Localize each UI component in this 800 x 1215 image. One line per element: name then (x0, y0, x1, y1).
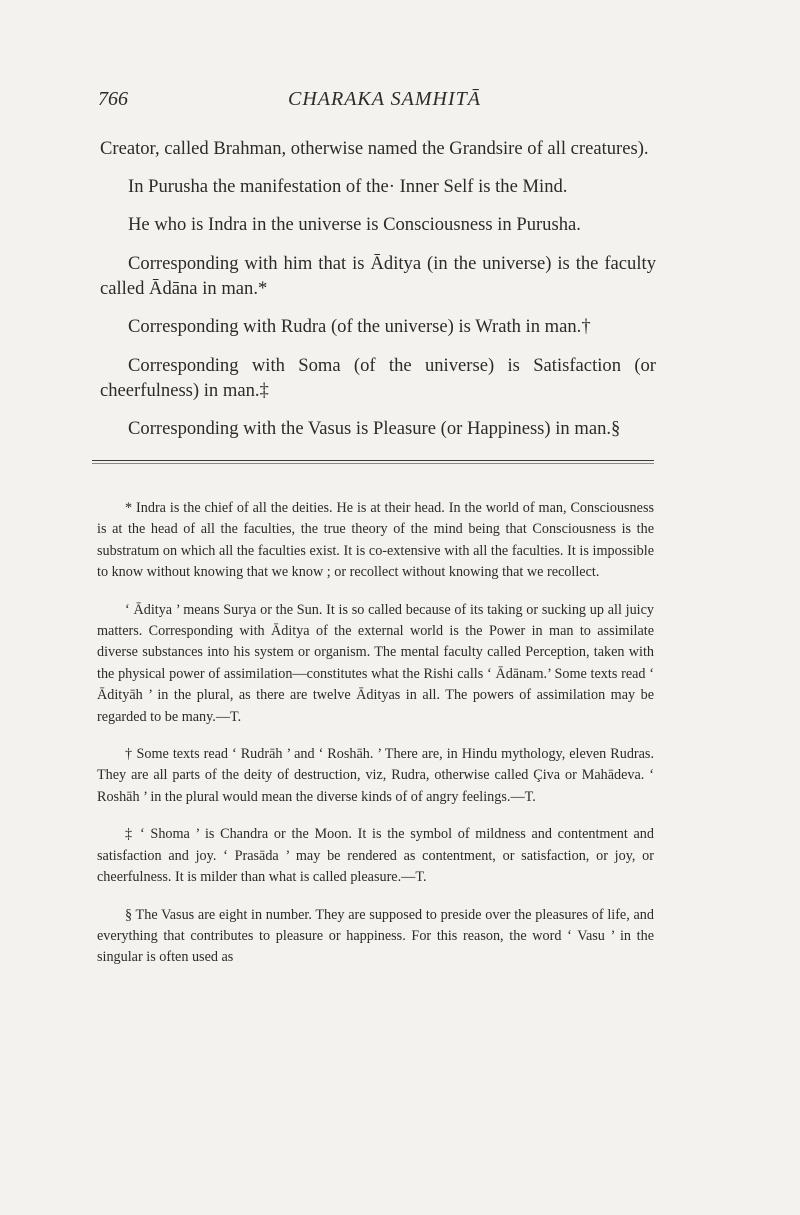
footnote-divider-thin (92, 463, 654, 464)
main-paragraph: Corresponding with Soma (of the universe) is Satisfaction (or cheerfulness) in man.‡ (100, 354, 656, 402)
footnote-aditya: ‘ Āditya ’ means Surya or the Sun. It is so called because of its taking or sucking up all juicy matters. Corresponding with Āditya of the external world is the Power in man to assimilate diverse substances into his system or organism. The mental faculty called Perception, taken with the physical power of assimilation—constitutes what the Rishi calls ‘ Ādānam.’ Some texts read ‘ Ādityāh ’ in the plural, as there are twelve Ādityas in all. The powers of assimilation may be regarded to be many.—T. (97, 601, 654, 725)
footnote-divider (92, 460, 654, 461)
page-header (98, 88, 658, 114)
main-paragraph: Corresponding with him that is Āditya (in the universe) is the faculty called Ādāna in man.* (100, 252, 656, 300)
main-paragraph: Corresponding with Rudra (of the universe) is Wrath in man.† (128, 316, 591, 338)
footnote-vasus: § The Vasus are eight in number. They are supposed to preside over the pleasures of life, and everything that contributes to pleasure or happiness. For this reason, the word ‘ Vasu ’ in the singular is often used as (97, 906, 654, 966)
running-title: CHARAKA SAMHITĀ (288, 88, 481, 110)
main-paragraph: Corresponding with the Vasus is Pleasure (or Happiness) in man.§ (128, 418, 621, 440)
footnote-indra: * Indra is the chief of all the deities. He is at their head. In the world of man, Consciousness is at the head of all the faculties, the true theory of the mind being that Consciousness is the substratum on which all the faculties exist. It is co-extensive with all the faculties. It is impossible to know without knowing that we know ; or recollect without knowing that we recollect. (97, 500, 654, 581)
main-text (100, 136, 656, 455)
main-paragraph: In Purusha the manifestation of the· Inner Self is the Mind. (128, 176, 568, 198)
main-paragraph: Creator, called Brahman, otherwise named the Grandsire of all creatures). (100, 138, 649, 159)
footnotes (97, 498, 654, 985)
page-number: 766 (98, 88, 128, 110)
footnote-soma: ‡ ‘ Shoma ’ is Chandra or the Moon. It is the symbol of mildness and contentment and satisfaction and joy. ‘ Prasāda ’ may be rendered as contentment, or satisfaction, or joy, or cheerfulness. It is milder than what is called pleasure.—T. (97, 826, 654, 886)
main-paragraph: He who is Indra in the universe is Consciousness in Purusha. (128, 214, 581, 236)
footnote-rudra: † Some texts read ‘ Rudrāh ’ and ‘ Roshāh. ’ There are, in Hindu mythology, eleven Rudras. They are all parts of the deity of destruction, viz, Rudra, otherwise called Çiva or Mahādeva. ‘ Roshāh ’ in the plural would mean the diverse kinds of of angry feelings.—T. (97, 746, 654, 805)
